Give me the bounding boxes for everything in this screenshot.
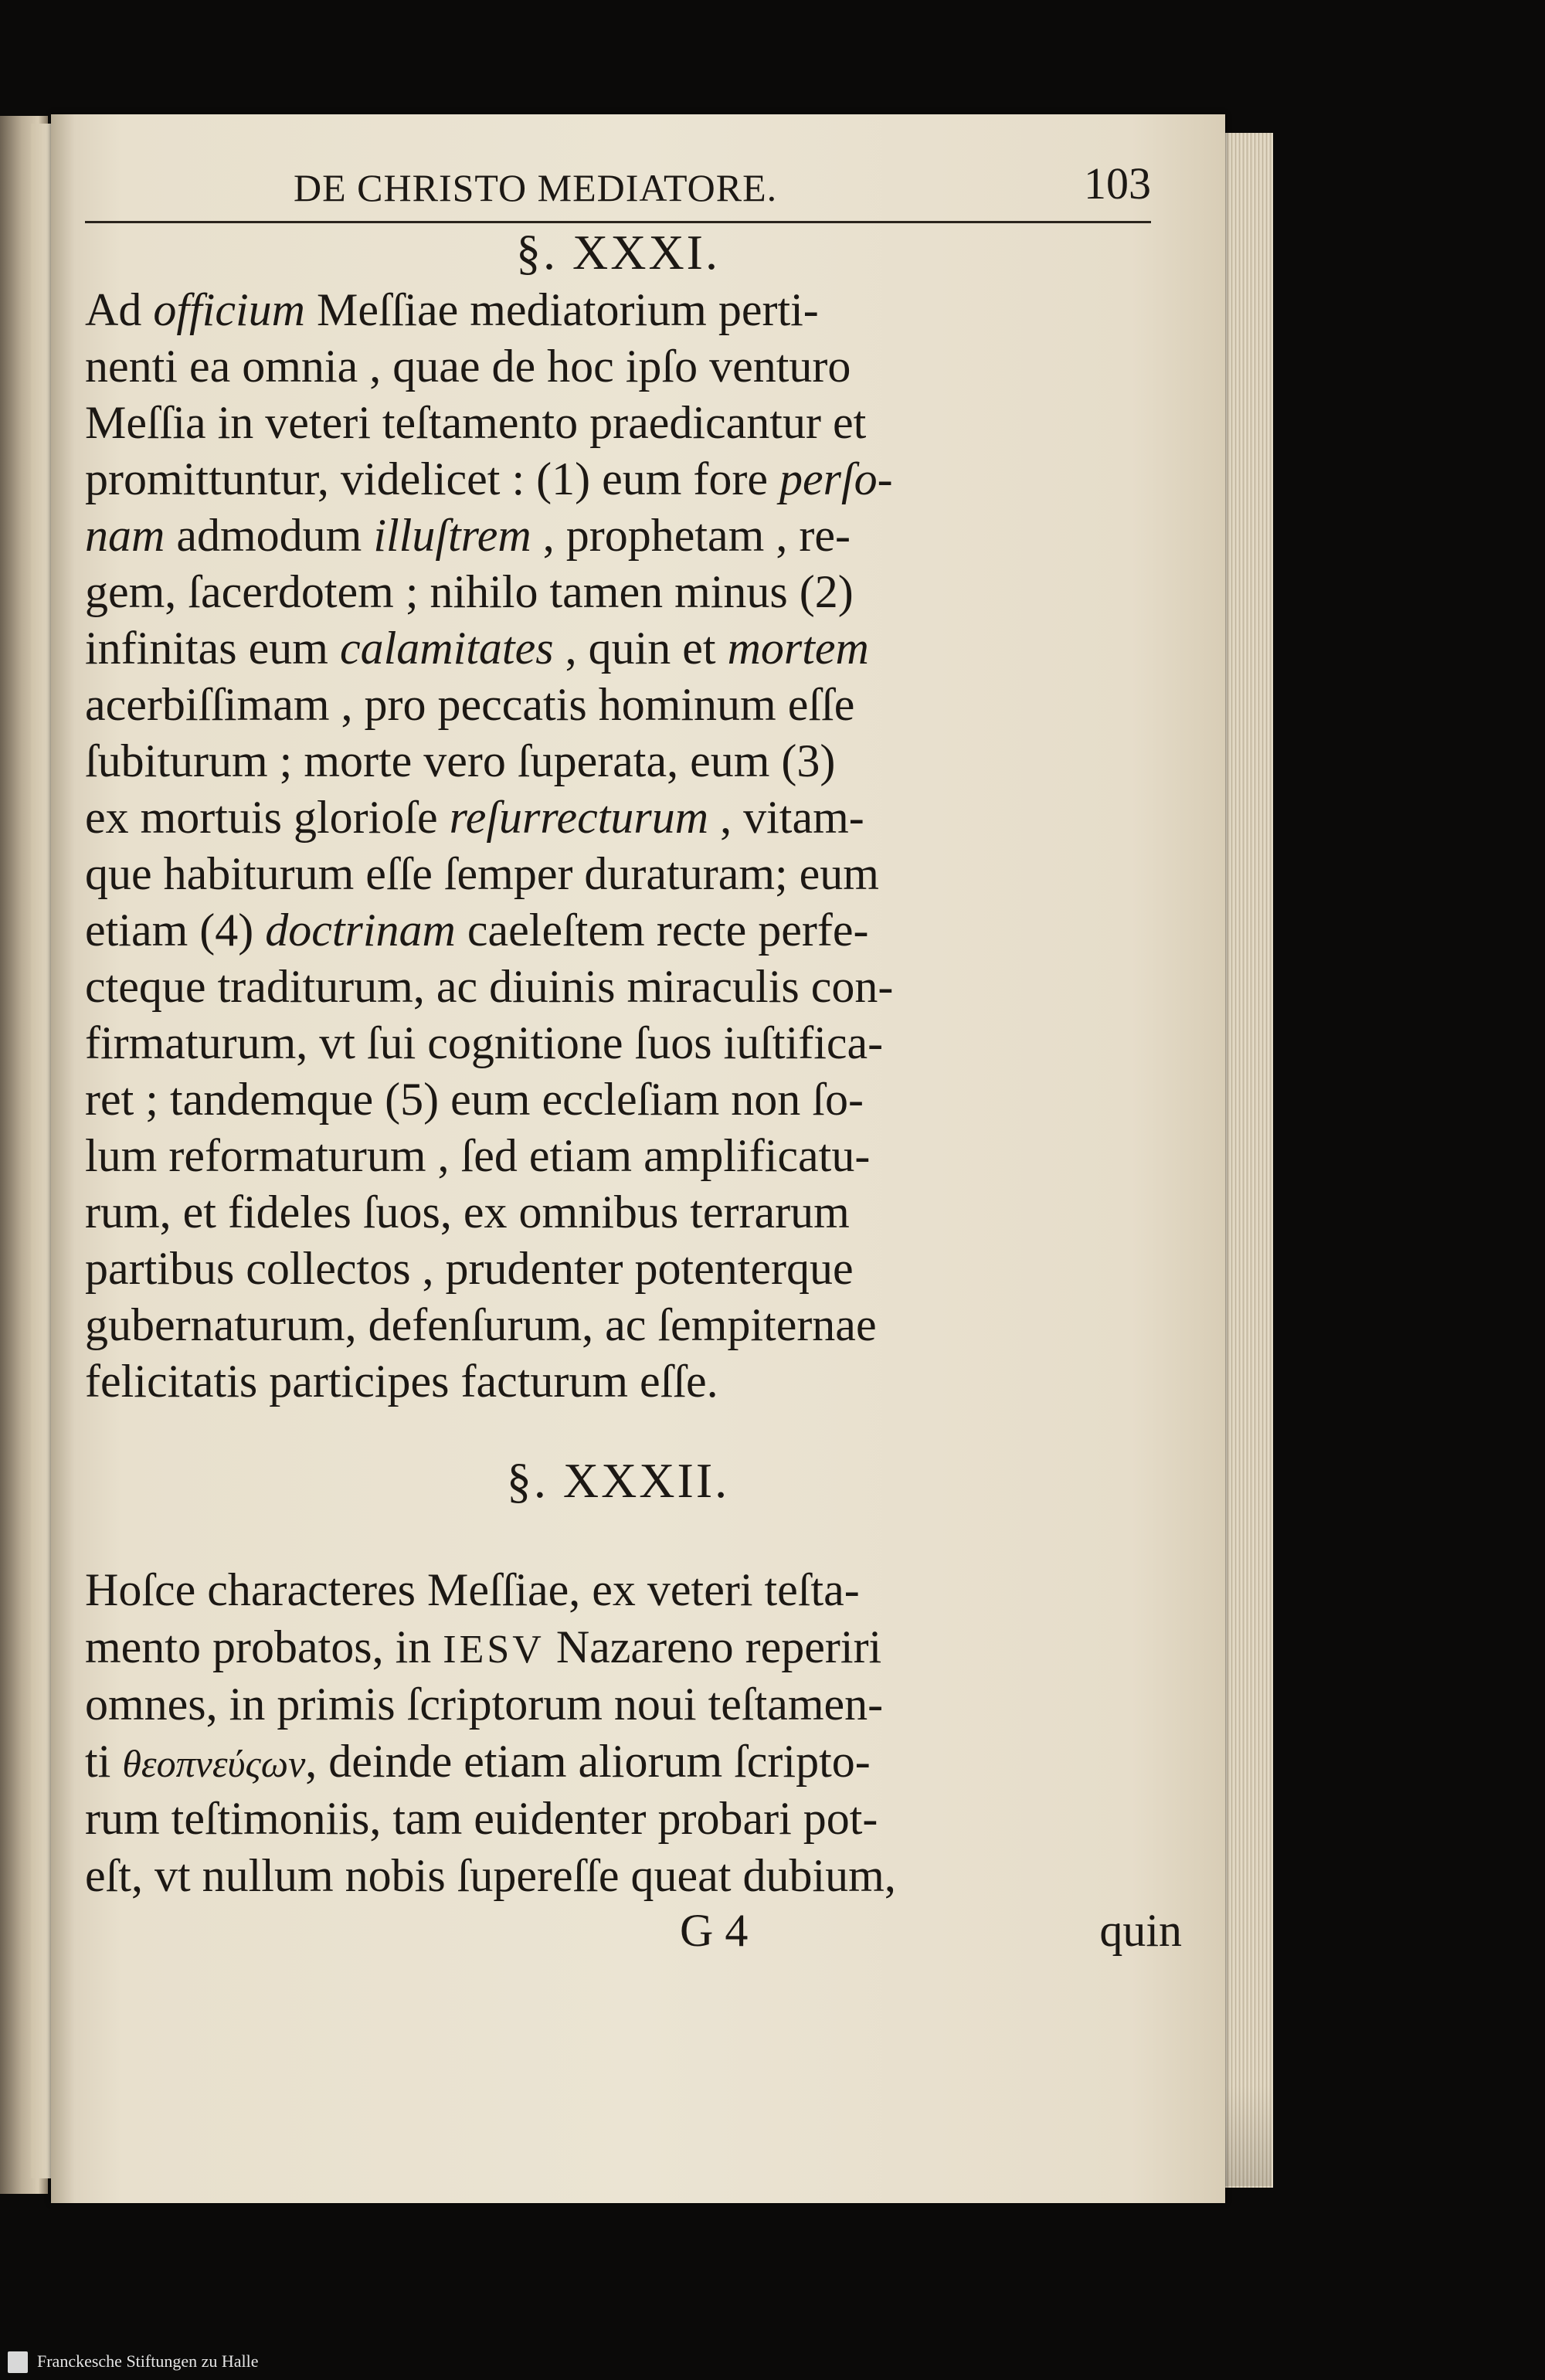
- text-run: ret ; tandemque (5) eum eccleſiam non ſo-: [85, 1074, 864, 1125]
- text-run: Hoſce characteres Meſſiae, ex veteri teſta-: [85, 1564, 860, 1615]
- italic-run: mortem: [727, 623, 869, 674]
- text-run: ex mortuis glorioſe: [85, 792, 450, 843]
- text-run: mento probatos, in: [85, 1621, 443, 1672]
- italic-run: officium: [153, 284, 305, 335]
- page-footer: [85, 1904, 1182, 1961]
- text-run: Nazareno reperiri: [544, 1621, 882, 1672]
- text-run: partibus collectos , prudenter potenterque: [85, 1243, 854, 1294]
- page-text: [85, 151, 1182, 1961]
- text-run: rum teſtimoniis, tam euidenter probari pot-: [85, 1793, 878, 1844]
- text-run: Meſſiae mediatorium perti-: [304, 284, 819, 335]
- text-run: , quin et: [553, 623, 728, 674]
- institution-logo-icon: [8, 2351, 28, 2373]
- text-run: promittuntur, videlicet : (1) eum fore: [85, 453, 780, 504]
- text-run: Meſſia in veteri teſtamento praedicantur et: [85, 397, 867, 448]
- text-run: rum, et fideles ſuos, ex omnibus terrarum: [85, 1187, 850, 1238]
- text-line: [85, 789, 1151, 846]
- text-line: [85, 846, 1151, 902]
- italic-run: calamitates: [339, 623, 554, 674]
- paragraph: [85, 282, 1151, 1410]
- text-line: [85, 338, 1151, 395]
- text-line: [85, 282, 1151, 338]
- text-line: [85, 1561, 1151, 1618]
- italic-run: doctrinam: [265, 905, 456, 956]
- text-run: firmaturum, vt ſui cognitione ſuos iuſtifica-: [85, 1017, 884, 1068]
- text-run: cteque traditurum, ac diuinis miraculis con-: [85, 961, 894, 1012]
- text-line: [85, 1297, 1151, 1353]
- text-line: [85, 620, 1151, 677]
- text-line: [85, 1184, 1151, 1241]
- text-line: [85, 1676, 1151, 1733]
- text-run: admodum: [165, 510, 374, 561]
- text-line: [85, 1128, 1151, 1184]
- text-run: acerbiſſimam , pro peccatis hominum eſſe: [85, 679, 855, 730]
- text-line: [85, 902, 1151, 959]
- text-line: [85, 395, 1151, 451]
- text-line: [85, 1847, 1151, 1904]
- text-run: omnes, in primis ſcriptorum noui teſtamen-: [85, 1679, 884, 1730]
- text-run: infinitas eum: [85, 623, 340, 674]
- institution-name: Franckesche Stiftungen zu Halle: [37, 2351, 259, 2371]
- text-line: [85, 1015, 1151, 1071]
- text-run: que habiturum eſſe ſemper duraturam; eum: [85, 848, 879, 899]
- small-caps-run: IESV: [443, 1628, 545, 1672]
- running-title: DE CHRISTO MEDIATORE.: [294, 166, 778, 209]
- text-run: ſubiturum ; morte vero ſuperata, eum (3): [85, 735, 836, 786]
- greek-run: θεοπνεύςων: [122, 1742, 306, 1785]
- text-line: [85, 1071, 1151, 1128]
- text-run: etiam (4): [85, 905, 266, 956]
- text-run: caeleſtem recte perfe-: [455, 905, 869, 956]
- text-run: gem, ſacerdotem ; nihilo tamen minus (2): [85, 566, 854, 617]
- section-heading: §. XXXI.: [516, 225, 720, 280]
- text-run: , vitam-: [708, 792, 864, 843]
- text-run: lum reformaturum , ſed etiam amplificatu-: [85, 1130, 871, 1181]
- page-stack-edge: [1225, 133, 1273, 2188]
- text-run: gubernaturum, defenſurum, ac ſempiternae: [85, 1299, 877, 1350]
- text-line: [85, 1353, 1151, 1410]
- text-line: [85, 1618, 1151, 1676]
- italic-run: illuſtrem: [373, 510, 531, 561]
- text-run: , deinde etiam aliorum ſcripto-: [305, 1736, 871, 1787]
- paragraph: [85, 1561, 1151, 1904]
- italic-run: nam: [85, 510, 165, 561]
- text-run: , prophetam , re-: [531, 510, 851, 561]
- italic-run: perſo-: [779, 453, 893, 504]
- text-line: [85, 508, 1151, 564]
- text-line: [85, 1241, 1151, 1297]
- text-line: [85, 564, 1151, 620]
- italic-run: reſurrecturum: [449, 792, 709, 843]
- page-number: 103: [1084, 158, 1151, 209]
- text-line: [85, 959, 1151, 1015]
- text-run: nenti ea omnia , quae de hoc ipſo venturo: [85, 341, 851, 392]
- text-line: [85, 451, 1151, 508]
- section-heading: §. XXXII.: [506, 1453, 730, 1508]
- text-run: eſt, vt nullum nobis ſupereſſe queat dubium,: [85, 1850, 896, 1901]
- text-line: [85, 1733, 1151, 1790]
- text-line: [85, 733, 1151, 789]
- library-banner: [0, 2345, 1545, 2380]
- catchword: quin: [1099, 1905, 1182, 1956]
- text-line: [85, 1790, 1151, 1847]
- text-line: [85, 677, 1151, 733]
- text-run: Ad: [85, 284, 154, 335]
- text-run: felicitatis participes facturum eſſe.: [85, 1356, 718, 1407]
- running-head: [85, 151, 1151, 223]
- signature-mark: G 4: [680, 1905, 749, 1956]
- text-run: ti: [85, 1736, 123, 1787]
